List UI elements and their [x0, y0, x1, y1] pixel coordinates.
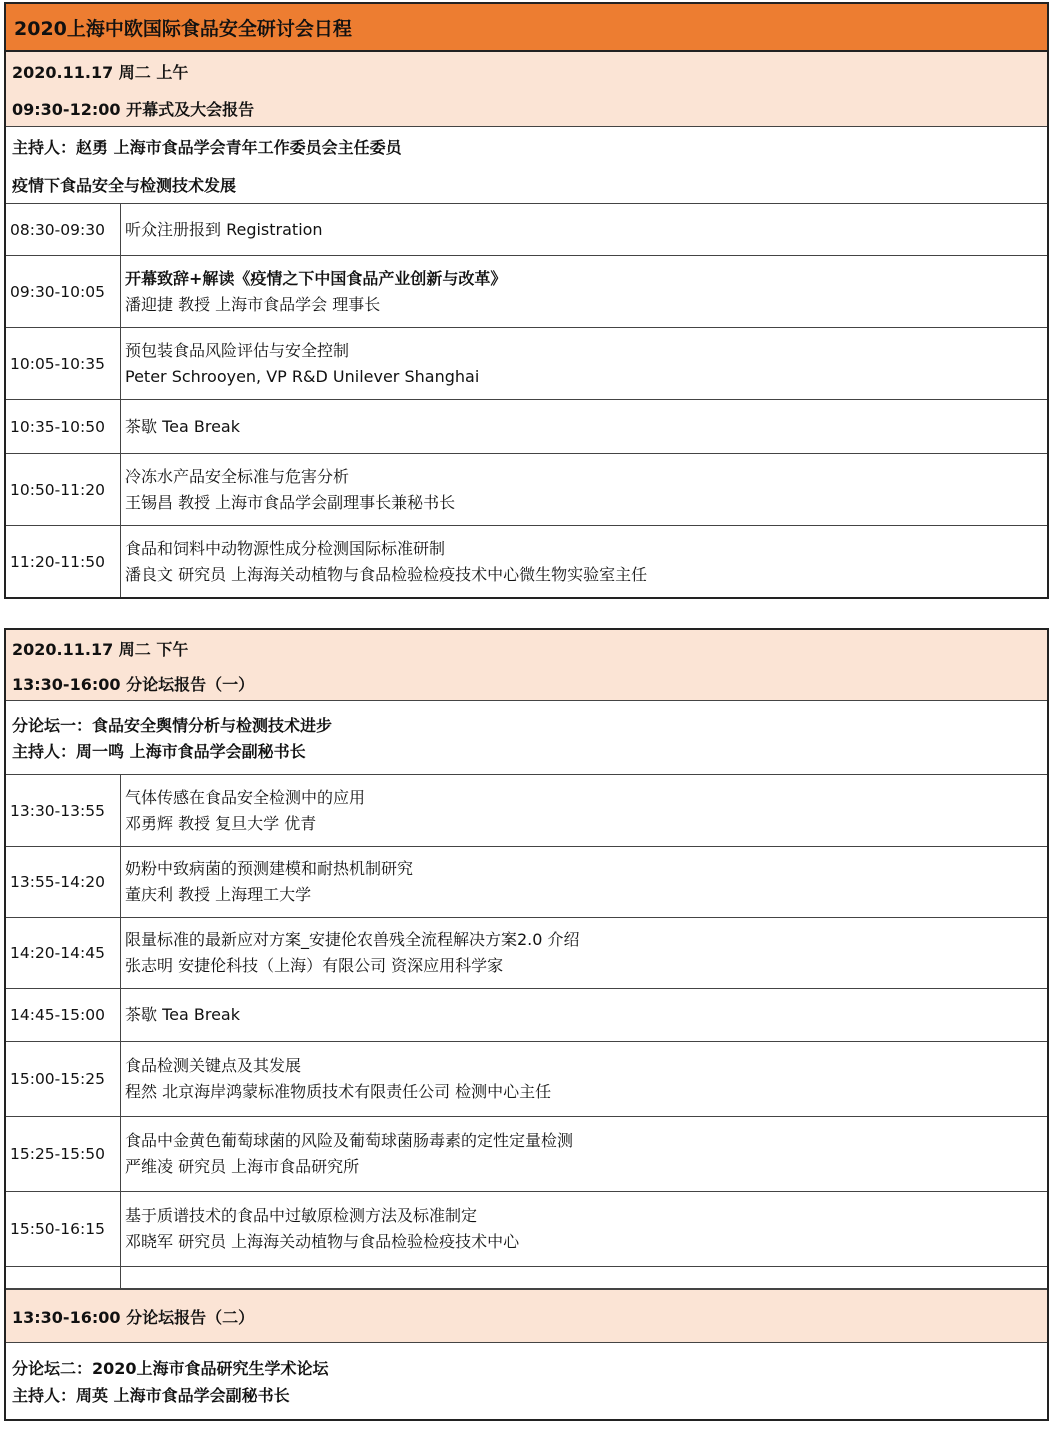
row-time: 08:30-09:30 — [6, 204, 121, 255]
forum2-host: 主持人：周英 上海市食品学会副秘书长 — [12, 1386, 290, 1405]
table-row — [6, 400, 1047, 454]
row-title: 开幕致辞+解读《疫情之下中国食品产业创新与改革》 — [125, 268, 507, 288]
row-title: 预包装食品风险评估与安全控制 — [125, 340, 350, 360]
row-title: 茶歇 Tea Break — [125, 416, 240, 436]
morning-date: 2020.11.17 周二 上午 — [12, 62, 189, 82]
forum2-host-block — [6, 1343, 1047, 1419]
row-title: 奶粉中致病菌的预测建模和耐热机制研究 — [125, 859, 414, 878]
row-time: 10:35-10:50 — [6, 400, 121, 453]
morning-topic: 疫情下食品安全与检测技术发展 — [12, 175, 237, 195]
forum2-session: 13:30-16:00 分论坛报告（二） — [12, 1307, 255, 1327]
row-title: 食品中金黄色葡萄球菌的风险及葡萄球菌肠毒素的定性定量检测 — [125, 1131, 574, 1150]
row-speaker: 张志明 安捷伦科技（上海）有限公司 资深应用科学家 — [125, 956, 504, 975]
forum2-header — [6, 1289, 1047, 1343]
row-title: 茶歇 Tea Break — [125, 1005, 240, 1024]
row-time: 14:45-15:00 — [6, 989, 121, 1041]
row-time: 15:00-15:25 — [6, 1042, 121, 1116]
spacer-row — [6, 1267, 1047, 1289]
table-row — [6, 847, 1047, 918]
row-title: 冷冻水产品安全标准与危害分析 — [125, 466, 350, 486]
morning-session: 09:30-12:00 开幕式及大会报告 — [12, 99, 255, 119]
afternoon-schedule — [4, 628, 1049, 1421]
afternoon-forum: 分论坛一：食品安全舆情分析与检测技术进步 — [12, 716, 333, 735]
row-title: 食品和饲料中动物源性成分检测国际标准研制 — [125, 538, 446, 558]
row-title: 基于质谱技术的食品中过敏原检测方法及标准制定 — [125, 1206, 478, 1225]
row-title: 食品检测关键点及其发展 — [125, 1056, 302, 1075]
afternoon-date: 2020.11.17 周二 下午 — [12, 639, 189, 659]
afternoon-session: 13:30-16:00 分论坛报告（一） — [12, 674, 255, 694]
row-time: 14:20-14:45 — [6, 918, 121, 988]
row-time: 13:30-13:55 — [6, 775, 121, 846]
row-time: 15:25-15:50 — [6, 1117, 121, 1191]
table-row — [6, 526, 1047, 597]
row-title: 气体传感在食品安全检测中的应用 — [125, 787, 366, 807]
row-speaker: 潘迎捷 教授 上海市食品学会 理事长 — [125, 294, 381, 314]
row-speaker: 邓勇辉 教授 复旦大学 优青 — [125, 813, 317, 833]
table-row — [6, 1117, 1047, 1192]
afternoon-host: 主持人：周一鸣 上海市食品学会副秘书长 — [12, 742, 306, 761]
row-time: 11:20-11:50 — [6, 526, 121, 597]
forum2-forum: 分论坛二：2020上海市食品研究生学术论坛 — [12, 1359, 329, 1378]
page-title: 2020上海中欧国际食品安全研讨会日程 — [4, 2, 1049, 52]
row-speaker: 程然 北京海岸鸿蒙标准物质技术有限责任公司 检测中心主任 — [125, 1082, 552, 1101]
row-time: 10:50-11:20 — [6, 454, 121, 525]
row-time: 15:50-16:15 — [6, 1192, 121, 1266]
row-time: 09:30-10:05 — [6, 256, 121, 327]
row-time: 10:05-10:35 — [6, 328, 121, 399]
row-speaker: Peter Schrooyen, VP R&D Unilever Shanghai — [125, 366, 480, 386]
table-row — [6, 1042, 1047, 1117]
table-row — [6, 775, 1047, 847]
morning-header — [6, 52, 1047, 127]
row-speaker: 董庆利 教授 上海理工大学 — [125, 885, 312, 904]
table-row — [6, 256, 1047, 328]
row-title: 限量标准的最新应对方案_安捷伦农兽残全流程解决方案2.0 介绍 — [125, 930, 580, 949]
table-row — [6, 989, 1047, 1042]
table-row — [6, 918, 1047, 989]
morning-host-block — [6, 127, 1047, 204]
row-title: 听众注册报到 Registration — [125, 219, 323, 239]
row-speaker: 严维凌 研究员 上海市食品研究所 — [125, 1157, 360, 1176]
afternoon-host-block — [6, 701, 1047, 775]
row-time: 13:55-14:20 — [6, 847, 121, 917]
row-speaker: 邓晓军 研究员 上海海关动植物与食品检验检疫技术中心 — [125, 1232, 520, 1251]
row-speaker: 王锡昌 教授 上海市食品学会副理事长兼秘书长 — [125, 492, 456, 512]
afternoon-header — [6, 630, 1047, 701]
table-row — [6, 328, 1047, 400]
morning-schedule — [4, 52, 1049, 599]
row-speaker: 潘良文 研究员 上海海关动植物与食品检验检疫技术中心微生物实验室主任 — [125, 564, 648, 584]
table-row — [6, 204, 1047, 256]
table-row — [6, 1192, 1047, 1267]
table-row — [6, 454, 1047, 526]
morning-host: 主持人：赵勇 上海市食品学会青年工作委员会主任委员 — [12, 137, 402, 157]
